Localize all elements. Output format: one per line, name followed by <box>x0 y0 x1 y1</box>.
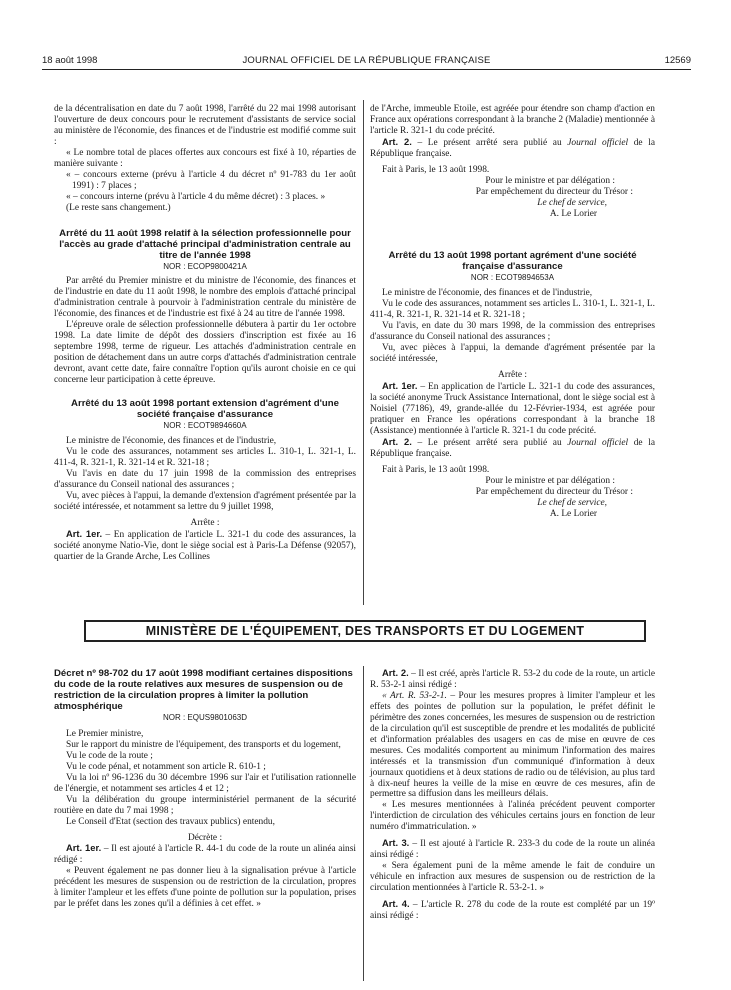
article-text: de la République française. <box>370 137 655 159</box>
article-label: Art. 3. <box>382 837 410 849</box>
article-label: Art. 2. <box>382 435 412 447</box>
header-page-number: 12569 <box>664 55 691 66</box>
article-quote-label: « Art. R. 53-2-1. <box>382 690 447 701</box>
article-paragraph <box>54 529 356 563</box>
article-label: Art. 4. <box>382 898 410 910</box>
article-paragraph <box>370 437 655 460</box>
nor-reference: NOR : EQUS9801063D <box>162 713 248 722</box>
decree-title: Décret nº 98-702 du 17 août 1998 modifiant certaines dispositions du code de la route relatives aux mesures de suspension ou de restriction de la circulation propres à limiter la pollution atmosphérique <box>54 668 353 712</box>
article-label: Art. 1er. <box>66 842 102 854</box>
signature-line: Pour le ministre et par délégation : <box>485 475 615 486</box>
article-paragraph <box>370 838 655 861</box>
quoted-paragraph: « Sera également puni de la même amende le fait de conduire un véhicule en infraction aux mesures de suspension ou de restriction de la circulation mentionnées à l'article R. 53-2-1. » <box>370 861 655 894</box>
signature-title: Le chef de service, <box>537 197 607 208</box>
article-label: Art. 2. <box>382 135 412 147</box>
signatory-name: A. Le Lorier <box>549 508 597 519</box>
header-rule <box>42 69 691 70</box>
column-divider <box>363 100 364 605</box>
paragraph: Vu, avec pièces à l'appui, la demande d'agrément présentée par la société intéressée, <box>370 343 655 365</box>
header-date: 18 août 1998 <box>42 55 98 66</box>
paragraph: Vu la délibération du groupe interministériel permanent de la sécurité routière en date du 7 mai 1998 ; <box>54 794 356 816</box>
article-label: Art. 1er. <box>382 380 418 392</box>
ministry-banner: MINISTÈRE DE L'ÉQUIPEMENT, DES TRANSPORTS ET DU LOGEMENT <box>84 620 646 642</box>
article-text: – Il est créé, après l'article R. 53-2 du code de la route, un article R. 53-2-1 ainsi rédigé : <box>370 669 655 690</box>
signing-place-date: Fait à Paris, le 13 août 1998. <box>382 164 490 175</box>
article-text: – Le présent arrêté sera publié au <box>411 137 568 148</box>
decree-title: Arrêté du 11 août 1998 relatif à la sélection professionnelle pour l'accès au grade d'attaché principal d'administration centrale au titre de l'année 1998 <box>59 227 351 261</box>
paragraph: Vu le code des assurances, notamment ses articles L. 310-1, L. 321-1, L. 411-4, R. 321-1, R. 321-14 et R. 321-18 ; <box>54 446 356 468</box>
article-paragraph <box>370 899 655 922</box>
article-text: de la République française. <box>370 437 655 459</box>
column-right-top <box>370 104 655 520</box>
article-paragraph <box>370 137 655 160</box>
paragraph: « Le nombre total de places offertes aux concours est fixé à 10, réparties de manière suivante : <box>54 147 356 169</box>
list-item: « – concours interne (prévu à l'article 4 du même décret) : 3 places. » <box>66 191 326 202</box>
article-text: – En application de l'article L. 321-1 du code des assurances, la société anonyme Natio-Vie, dont le siège social est à Paris-La Défense (92057), quartier de la Grande Arche, Les Collines <box>54 529 356 562</box>
paragraph: Par arrêté du Premier ministre et du ministre de l'économie, des finances et de l'industrie en date du 11 août 1998, le nombre des emplois d'attaché principal d'administration centrale à pourvoir à l'administration centrale du ministère de l'économie, des finances et de l'industrie est fixé à 24 au titre de l'année 1998. <box>54 276 356 320</box>
paragraph: Vu l'avis en date du 17 juin 1998 de la commission des entreprises d'assurance du Conseil national des assurances ; <box>54 468 356 490</box>
article-label: Art. 1er. <box>66 527 103 539</box>
quoted-paragraph: « Les mesures mentionnées à l'alinéa précédent peuvent comporter l'interdiction de circulation des véhicules certains jours en fonction de leur numéro d'immatriculation. » <box>370 800 655 833</box>
article-paragraph <box>370 381 655 437</box>
signature-line: Par empêchement du directeur du Trésor : <box>475 186 633 197</box>
article-paragraph <box>54 843 356 866</box>
journal-name: Journal officiel <box>567 137 629 148</box>
signature-title: Le chef de service, <box>537 497 607 508</box>
paragraph: Vu la loi nº 96-1236 du 30 décembre 1996 sur l'air et l'utilisation rationnelle de l'énergie, et notamment ses articles 4 et 12 ; <box>54 772 356 794</box>
journal-name: Journal officiel <box>567 437 629 448</box>
column-left-bottom <box>54 668 356 910</box>
paragraph: Le Conseil d'Etat (section des travaux publics) entendu, <box>66 816 275 827</box>
article-text: – En application de l'article L. 321-1 du code des assurances, la société anonyme Truck Assistance International, dont le siège social est à Noisiel (77186), 49, grande-allée du 12-Février-1934, est agréée pour pratiquer en France les opérations correspondant à la branche 18 (Assistance) mentionnée à l'article R. 321-1 du code précité. <box>370 382 655 436</box>
nor-reference: NOR : ECOT9894660A <box>163 421 247 431</box>
paragraph: de la décentralisation en date du 7 août 1998, l'arrêté du 22 mai 1998 autorisant l'ouverture de deux concours pour le recrutement d'assistants de service social au ministère de l'économie, des finances et de l'industrie est modifié comme suit : <box>54 104 356 147</box>
article-text: – Pour les mesures propres à limiter l'ampleur et les effets des pointes de pollution sur la population, le préfet définit le périmètre des zones concernées, les mesures de suspension ou de restriction de la circulation qu'il est susceptible de prendre et les modalités de publicité et d'information préalables des usagers en cas de mise en œuvre de ces mesures. Ces modalités comportent au minimum l'information des maires intéressés et la transmission d'un communiqué d'information à deux journaux quotidiens et à deux stations de radio ou de télévision, au plus tard à dix-neuf heures la veille de la mise en œuvre de ces mesures, afin de permettre sa diffusion dans les meilleurs délais. <box>370 690 655 800</box>
article-paragraph <box>370 668 655 691</box>
decree-title: Arrêté du 13 août 1998 portant extension d'agrément d'une société française d'assurance <box>71 398 339 421</box>
quoted-paragraph <box>370 691 655 801</box>
signing-place-date: Fait à Paris, le 13 août 1998. <box>382 464 490 475</box>
article-label: Art. 2. <box>382 667 409 678</box>
column-left-top <box>54 104 356 562</box>
article-text: – Il est ajouté à l'article R. 44-1 du code de la route un alinéa ainsi rédigé : <box>54 844 356 866</box>
decree-title: Arrêté du 13 août 1998 portant agrément d'une société française d'assurance <box>388 249 637 272</box>
arrete-heading: Arrête : <box>190 517 220 528</box>
signature-line: Par empêchement du directeur du Trésor : <box>475 486 633 497</box>
paragraph: L'épreuve orale de sélection professionnelle débutera à partir du 1er octobre 1998. La date limite de dépôt des dossiers d'inscription est fixée au 16 septembre 1998, terme de rigueur. Les attachés d'administration centrale en position de détachement dans un autre corps d'attachés d'administration centrale devront, avant cette date, faire connaître l'option qu'ils auront choisie en ce qui concerne leur participation à cette épreuve. <box>54 320 356 386</box>
arrete-heading: Arrête : <box>498 370 527 381</box>
column-right-bottom <box>370 668 655 922</box>
column-divider <box>363 666 364 981</box>
paragraph: Vu l'avis, en date du 30 mars 1998, de la commission des entreprises d'assurance du Conseil national des assurances ; <box>370 321 655 343</box>
article-text: – Il est ajouté à l'article R. 233-3 du code de la route un alinéa ainsi rédigé : <box>370 839 655 861</box>
paragraph: Vu le code pénal, et notamment son article R. 610-1 ; <box>66 761 266 772</box>
article-text: – L'article R. 278 du code de la route est complété par un 19º ainsi rédigé : <box>370 900 655 922</box>
paragraph: Sur le rapport du ministre de l'équipement, des transports et du logement, <box>66 739 341 750</box>
signatory-name: A. Le Lorier <box>549 208 597 219</box>
list-item: « – concours externe (prévu à l'article 4 du décret nº 91-783 du 1er août 1991) : 7 places ; <box>66 169 356 191</box>
signature-line: Pour le ministre et par délégation : <box>485 175 615 186</box>
header-journal-title: JOURNAL OFFICIEL DE LA RÉPUBLIQUE FRANÇAISE <box>242 55 491 66</box>
paragraph: Vu le code des assurances, notamment ses articles L. 310-1, L. 321-1, L. 411-4, R. 321-1, R. 321-14 et R. 321-18 ; <box>370 299 655 321</box>
decrete-heading: Décrète : <box>187 832 223 843</box>
paragraph: Le ministre de l'économie, des finances et de l'industrie, <box>382 288 593 299</box>
nor-reference: NOR : ECOP9800421A <box>163 261 247 271</box>
article-text: – Le présent arrêté sera publié au <box>411 437 568 448</box>
paragraph: Le Premier ministre, <box>66 728 144 739</box>
paragraph: Le ministre de l'économie, des finances et de l'industrie, <box>66 435 277 446</box>
nor-reference: NOR : ECOT9894653A <box>470 272 555 282</box>
paragraph: (Le reste sans changement.) <box>66 202 171 213</box>
page-header <box>42 55 691 69</box>
paragraph: Vu, avec pièces à l'appui, la demande d'extension d'agrément présentée par la société intéressée, et notamment sa lettre du 9 juillet 1998, <box>54 490 356 512</box>
quoted-paragraph: « Peuvent également ne pas donner lieu à la signalisation prévue à l'article précédent les mesures de suspension ou de restriction de la circulation, propres à limiter l'ampleur et les effets d'une pointe de pollution sur la population, prises par le préfet dans les zones qu'il a définies à cet effet. » <box>54 866 356 910</box>
paragraph: de l'Arche, immeuble Etoile, est agréée pour étendre son champ d'action en France aux opérations correspondant à la branche 2 (Maladie) mentionnée à l'article R. 321-1 du code précité. <box>370 104 655 136</box>
paragraph: Vu le code de la route ; <box>66 750 153 761</box>
